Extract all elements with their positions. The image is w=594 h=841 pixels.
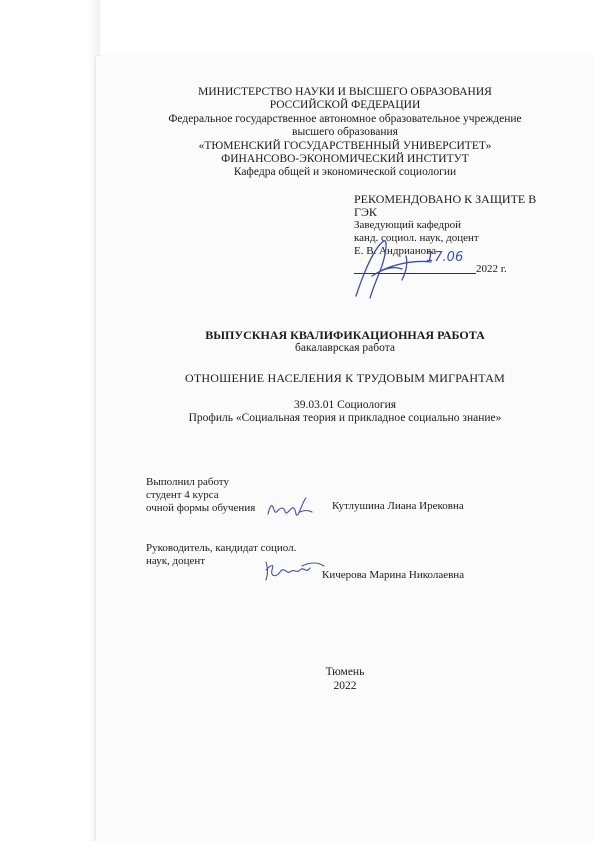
year: 2022 [333, 680, 357, 692]
student-label-1: Выполнил работу [146, 476, 229, 488]
recommendation-title-1: РЕКОМЕНДОВАНО К ЗАЩИТЕ В [354, 192, 537, 206]
specialty-profile: Профиль «Социальная теория и прикладное социально знание» [188, 412, 502, 424]
institution-type-line: Федеральное государственное автономное образовательное учреждение [168, 113, 522, 125]
ministry-line-1: МИНИСТЕРСТВО НАУКИ И ВЫСШЕГО ОБРАЗОВАНИЯ [198, 86, 492, 98]
university-name: «ТЮМЕНСКИЙ ГОСУДАРСТВЕННЫЙ УНИВЕРСИТЕТ» [198, 140, 492, 152]
student-signature-icon [264, 494, 324, 524]
head-of-department-role: Заведующий кафедрой [354, 219, 461, 231]
education-level-line: высшего образования [292, 126, 398, 138]
approval-year: 2022 г. [476, 263, 507, 275]
handwritten-approval-date: 17.06 [426, 250, 464, 265]
supervisor-label-2: наук, доцент [146, 555, 206, 567]
approval-signature-line [354, 273, 476, 274]
institute-name: ФИНАНСОВО-ЭКОНОМИЧЕСКИЙ ИНСТИТУТ [221, 153, 469, 165]
city: Тюмень [325, 666, 365, 678]
student-label-2: студент 4 курса [146, 489, 219, 501]
work-title: ВЫПУСКНАЯ КВАЛИФИКАЦИОННАЯ РАБОТА [205, 328, 485, 342]
work-type: бакалаврская работа [295, 342, 395, 354]
recommendation-block [354, 193, 594, 276]
supervisor-name: Кичерова Марина Николаевна [322, 569, 465, 581]
scan-margin [0, 0, 100, 841]
specialty-code: 39.03.01 Социология [293, 399, 397, 411]
thesis-theme: ОТНОШЕНИЕ НАСЕЛЕНИЯ К ТРУДОВЫМ МИГРАНТАМ [185, 371, 505, 385]
ministry-line-2: РОССИЙСКОЙ ФЕДЕРАЦИИ [269, 99, 421, 111]
student-block [146, 476, 255, 515]
head-of-department-degree: канд. социол. наук, доцент [354, 232, 479, 244]
recommendation-title-2: ГЭК [354, 205, 377, 219]
title-page [96, 56, 594, 841]
supervisor-label-1: Руководитель, кандидат социол. [146, 542, 297, 554]
head-of-department-name: Е. В. Андрианова [354, 245, 437, 257]
department-name: Кафедра общей и экономической социологии [233, 166, 457, 178]
approval-date-row [354, 258, 594, 276]
supervisor-block [146, 542, 296, 568]
student-name: Кутлушина Лиана Ирековна [332, 500, 464, 512]
student-label-3: очной формы обучения [146, 502, 256, 514]
